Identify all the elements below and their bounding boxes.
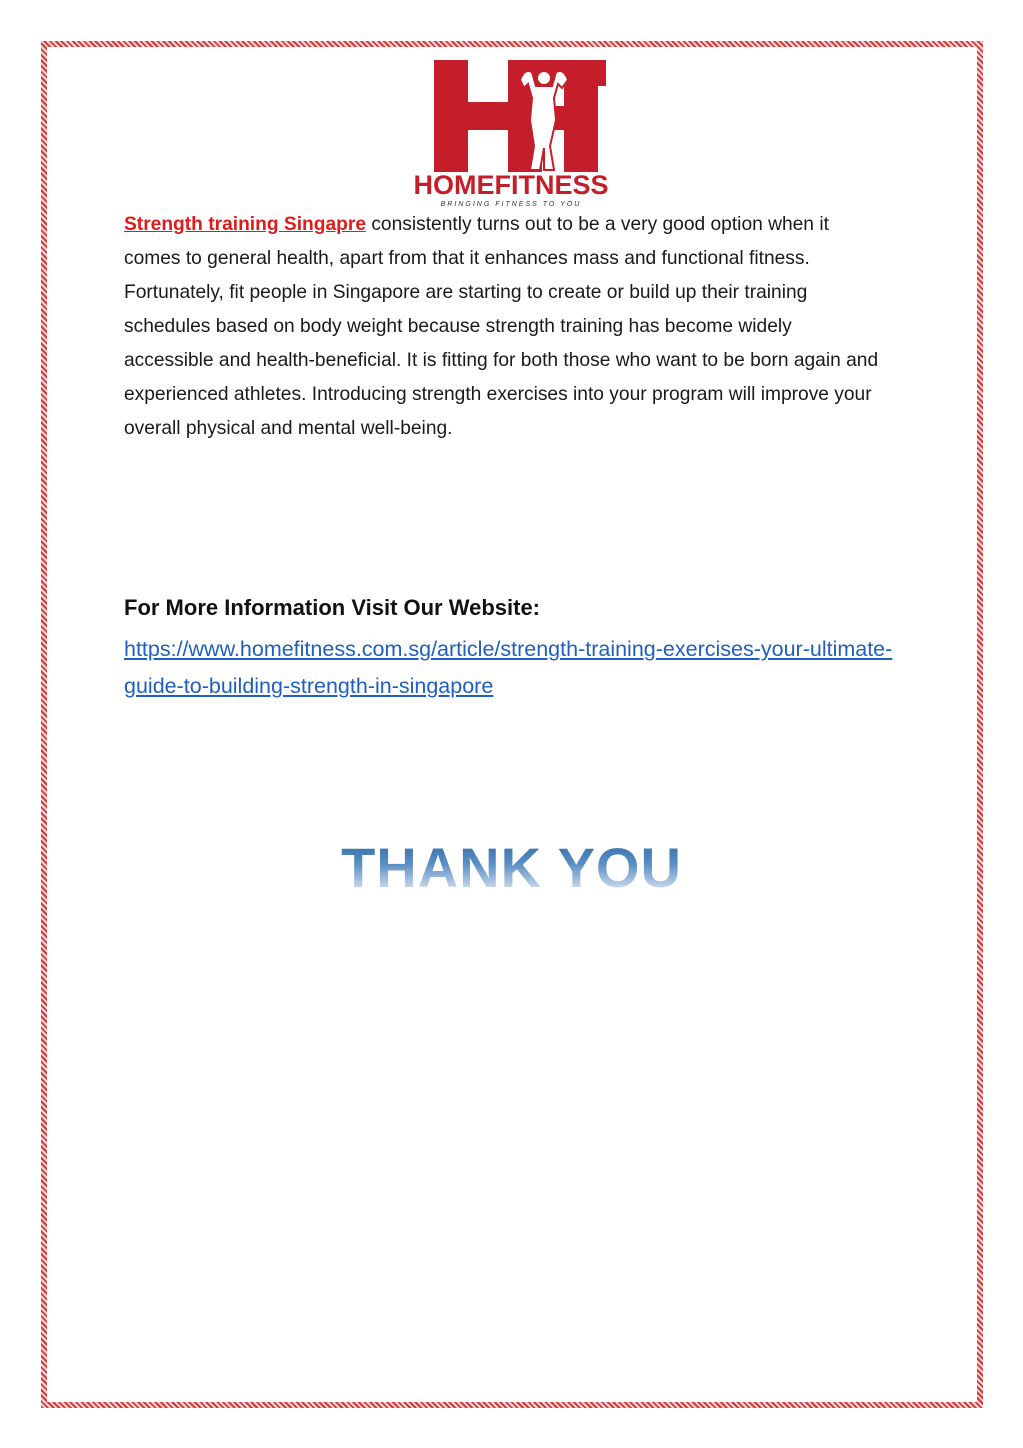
article-paragraph	[124, 208, 884, 446]
info-heading: For More Information Visit Our Website:	[124, 595, 541, 620]
homefitness-logo	[408, 58, 614, 208]
thank-you-heading: THANK YOU	[0, 828, 1023, 908]
strength-training-link[interactable]: Strength training Singapre	[124, 214, 366, 235]
logo-brand-text: HOMEFITNESS	[413, 170, 609, 200]
website-link[interactable]: https://www.homefitness.com.sg/article/strength-training-exercises-your-ultimate-guide-to-building-strength-in-singapore	[124, 637, 893, 698]
logo-tagline: BRINGING FITNESS TO YOU	[440, 201, 582, 208]
article-body-text: consistently turns out to be a very good option when it comes to general health, apart from that it enhances mass and functional fitness. Fortunately, fit people in Singapore are starting to create or build up their training schedules based on body weight because strength training has become widely accessible and health-beneficial. It is fitting for both those who want to be born again and experienced athletes. Introducing strength exercises into your program will improve your overall physical and mental well-being.	[124, 214, 879, 439]
logo-monogram	[434, 60, 606, 172]
